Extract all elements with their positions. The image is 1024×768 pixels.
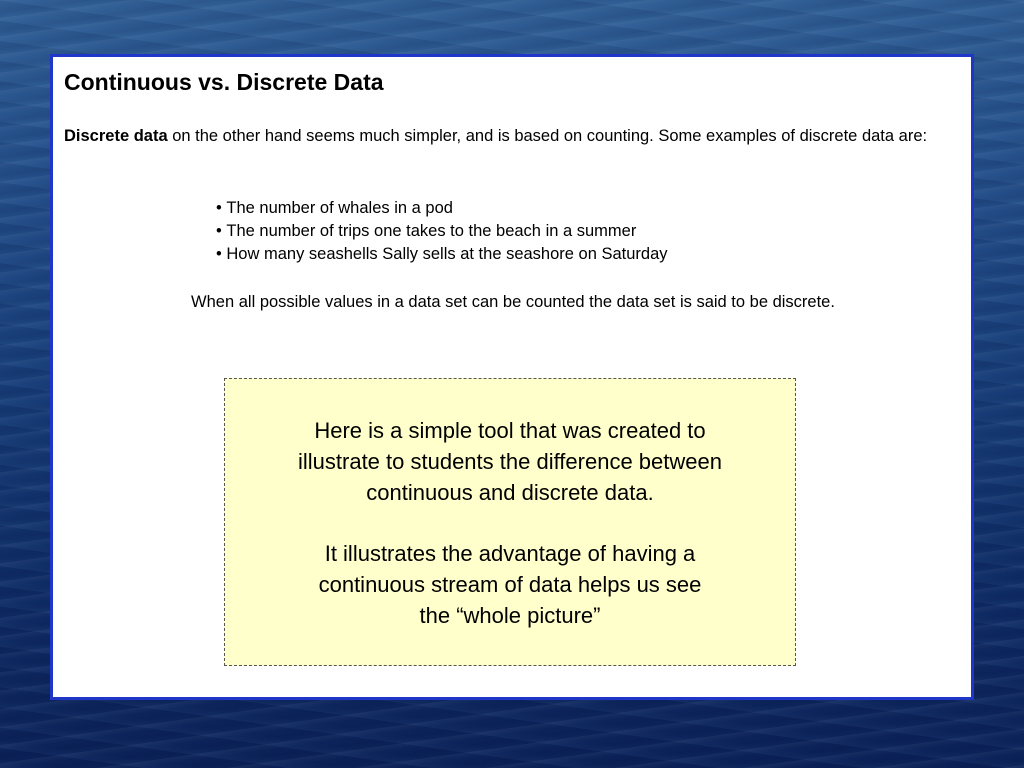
callout-paragraph-1 (225, 415, 795, 508)
callout-line: It illustrates the advantage of having a (324, 541, 696, 566)
callout-line: illustrate to students the difference between (298, 449, 722, 474)
callout-line: Here is a simple tool that was created to (314, 418, 706, 443)
intro-text: on the other hand seems much simpler, and is based on counting. Some examples of discrete data are: (167, 127, 928, 145)
callout-box (224, 378, 796, 666)
list-item: • The number of whales in a pod (216, 197, 668, 220)
callout-line: the “whole picture” (419, 603, 601, 628)
callout-line: continuous stream of data helps us see (318, 572, 702, 597)
callout-line: continuous and discrete data. (366, 480, 654, 505)
examples-list (216, 197, 668, 266)
slide-title: Continuous vs. Discrete Data (64, 69, 384, 95)
list-item: • How many seashells Sally sells at the seashore on Saturday (216, 243, 668, 266)
list-item: • The number of trips one takes to the beach in a summer (216, 220, 668, 243)
slide-content-panel (50, 54, 974, 700)
intro-paragraph (64, 125, 954, 148)
intro-bold-term: Discrete data (64, 127, 168, 145)
conclusion-text: When all possible values in a data set can be counted the data set is said to be discrete. (191, 293, 835, 311)
callout-paragraph-2 (225, 538, 795, 631)
